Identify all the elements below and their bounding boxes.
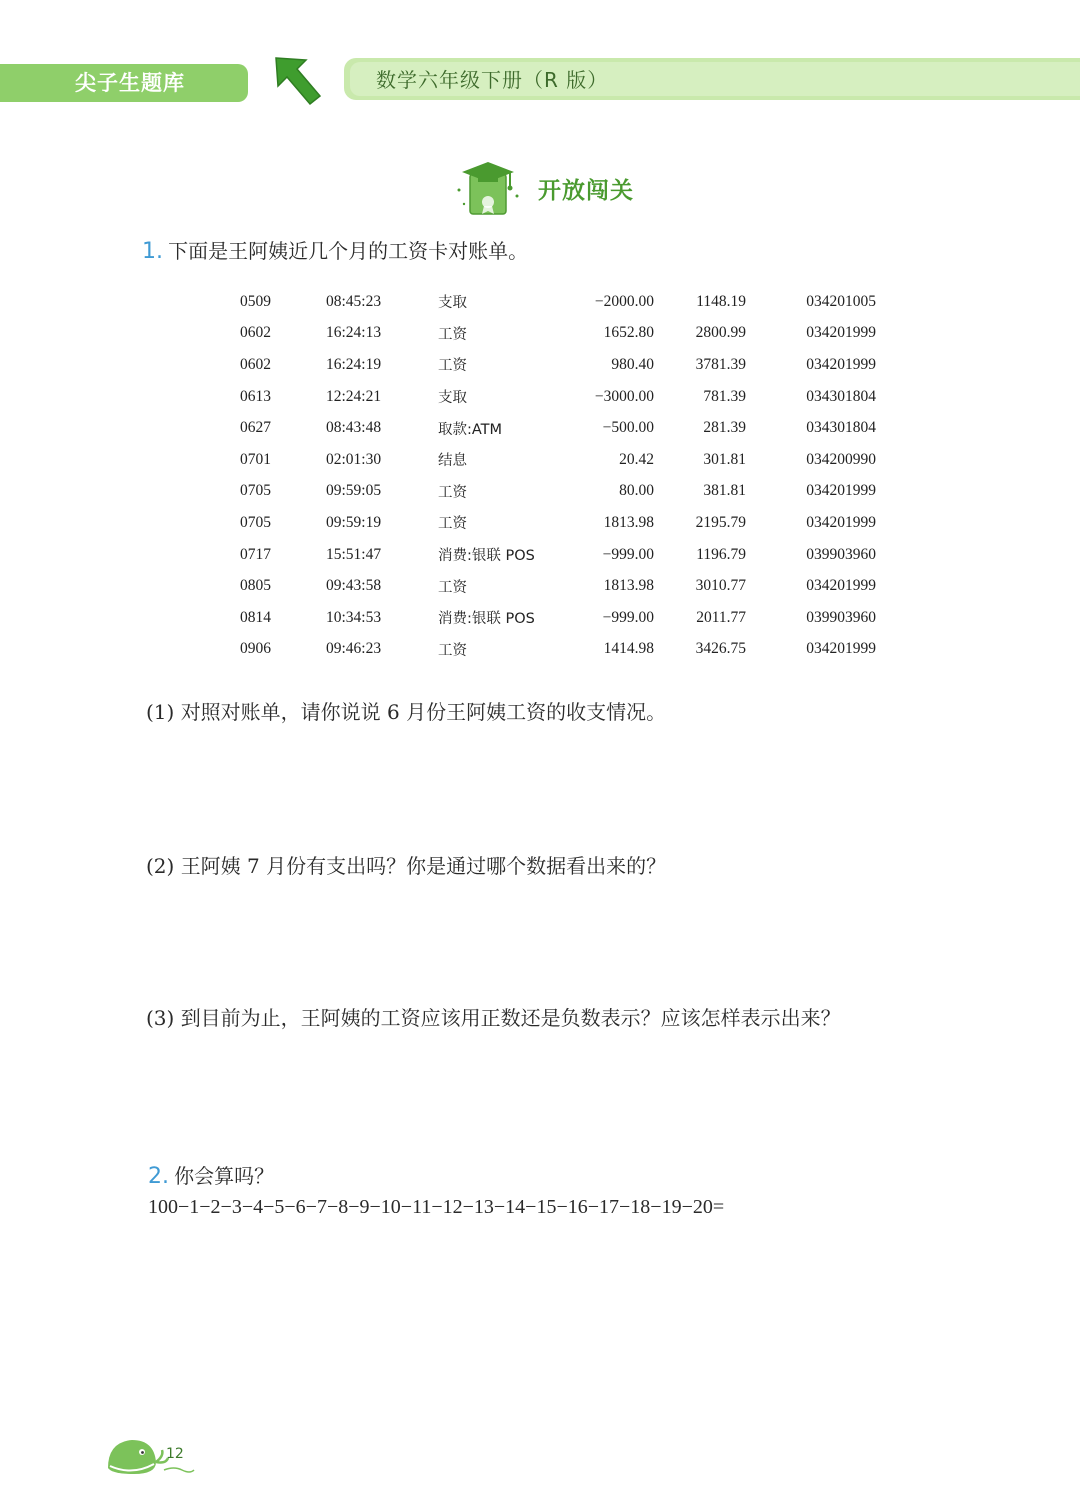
date-cell: 0705 (240, 513, 271, 531)
question-1 (142, 235, 528, 264)
type-cell: 结息 (438, 453, 467, 470)
time-cell: 16:24:13 (326, 324, 382, 342)
graduation-cap-icon (454, 160, 520, 218)
code-cell: 034201999 (806, 482, 876, 500)
code-cell: 034201999 (806, 640, 876, 658)
type-cell: 支取 (438, 390, 467, 407)
table-row (240, 476, 876, 508)
time-cell: 08:43:48 (326, 419, 382, 437)
question-number: 2. (148, 1164, 169, 1189)
brand-tab (0, 64, 248, 102)
amount-cell: 1813.98 (603, 513, 654, 531)
type-cell: 工资 (438, 579, 467, 596)
question-2 (148, 1160, 274, 1189)
arrow-icon (268, 52, 326, 110)
code-cell: 039903960 (806, 545, 876, 563)
amount-cell: 980.40 (611, 355, 654, 373)
brand-label: 尖子生题库 (75, 71, 185, 95)
bank-statement-table (240, 286, 876, 665)
sub-question-3: (3) 到目前为止，王阿姨的工资应该用正数还是负数表示？应该怎样表示出来？ (146, 1006, 841, 1030)
question-text: 下面是王阿姨近几个月的工资卡对账单。 (168, 239, 529, 263)
balance-cell: 1148.19 (696, 292, 746, 310)
code-cell: 034201999 (806, 355, 876, 373)
amount-cell: −999.00 (602, 608, 654, 626)
time-cell: 09:46:23 (326, 640, 382, 658)
table-row (240, 349, 876, 381)
date-cell: 0805 (240, 577, 271, 595)
type-cell: 工资 (438, 358, 467, 375)
date-cell: 0509 (240, 292, 271, 310)
amount-cell: 80.00 (619, 482, 654, 500)
amount-cell: 1813.98 (603, 577, 654, 595)
balance-cell: 3010.77 (695, 577, 746, 595)
type-cell: 消费:银联 POS (438, 611, 535, 628)
time-cell: 09:59:19 (326, 513, 382, 531)
code-cell: 034301804 (806, 387, 876, 405)
balance-cell: 301.81 (703, 450, 746, 468)
table-row (240, 318, 876, 350)
date-cell: 0814 (240, 608, 271, 626)
amount-cell: −3000.00 (594, 387, 654, 405)
date-cell: 0602 (240, 355, 271, 373)
table-row (240, 412, 876, 444)
amount-cell: 1414.98 (603, 640, 654, 658)
table-row (240, 444, 876, 476)
type-cell: 消费:银联 POS (438, 548, 535, 565)
time-cell: 09:59:05 (326, 482, 382, 500)
page-number: 12 (166, 1446, 184, 1462)
code-cell: 034200990 (806, 450, 876, 468)
type-cell: 工资 (438, 516, 467, 533)
time-cell: 08:45:23 (326, 292, 382, 310)
code-cell: 034201999 (806, 324, 876, 342)
balance-cell: 2800.99 (695, 324, 746, 342)
date-cell: 0906 (240, 640, 271, 658)
time-cell: 02:01:30 (326, 450, 382, 468)
sub-question-2: (2) 王阿姨 7 月份有支出吗？你是通过哪个数据看出来的？ (146, 854, 667, 878)
date-cell: 0705 (240, 482, 271, 500)
question-number: 1. (142, 239, 163, 264)
amount-cell: −500.00 (602, 419, 654, 437)
amount-cell: 20.42 (619, 450, 654, 468)
table-row (240, 570, 876, 602)
amount-cell: −2000.00 (594, 292, 654, 310)
amount-cell: −999.00 (602, 545, 654, 563)
code-cell: 034301804 (806, 419, 876, 437)
code-cell: 039903960 (806, 608, 876, 626)
balance-cell: 781.39 (703, 387, 746, 405)
sub-question-1: (1) 对照对账单，请你说说 6 月份王阿姨工资的收支情况。 (146, 700, 667, 724)
type-cell: 取款:ATM (438, 421, 503, 438)
balance-cell: 2195.79 (695, 513, 746, 531)
table-row (240, 507, 876, 539)
type-cell: 支取 (438, 295, 467, 312)
balance-cell: 381.81 (703, 482, 746, 500)
table-row (240, 381, 876, 413)
time-cell: 15:51:47 (326, 545, 382, 563)
time-cell: 09:43:58 (326, 577, 382, 595)
table-row (240, 539, 876, 571)
code-cell: 034201005 (806, 292, 876, 310)
section-title: 开放闯关 (538, 178, 634, 204)
calculation-expression: 100−1−2−3−4−5−6−7−8−9−10−11−12−13−14−15−16−17−18−19−20= (148, 1196, 725, 1218)
amount-cell: 1652.80 (603, 324, 654, 342)
table-row (240, 602, 876, 634)
balance-cell: 281.39 (703, 419, 746, 437)
book-title: 数学六年级下册（R 版） (376, 68, 609, 92)
date-cell: 0701 (240, 450, 271, 468)
question-text: 你会算吗？ (174, 1164, 275, 1188)
date-cell: 0627 (240, 419, 271, 437)
date-cell: 0613 (240, 387, 271, 405)
type-cell: 工资 (438, 484, 467, 501)
balance-cell: 1196.79 (696, 545, 746, 563)
time-cell: 10:34:53 (326, 608, 382, 626)
time-cell: 12:24:21 (326, 387, 382, 405)
date-cell: 0717 (240, 545, 271, 563)
code-cell: 034201999 (806, 513, 876, 531)
date-cell: 0602 (240, 324, 271, 342)
time-cell: 16:24:19 (326, 355, 382, 373)
table-row (240, 634, 876, 666)
table-row (240, 286, 876, 318)
balance-cell: 2011.77 (696, 608, 746, 626)
type-cell: 工资 (438, 642, 467, 659)
balance-cell: 3426.75 (695, 640, 746, 658)
code-cell: 034201999 (806, 577, 876, 595)
balance-cell: 3781.39 (695, 355, 746, 373)
type-cell: 工资 (438, 326, 467, 343)
